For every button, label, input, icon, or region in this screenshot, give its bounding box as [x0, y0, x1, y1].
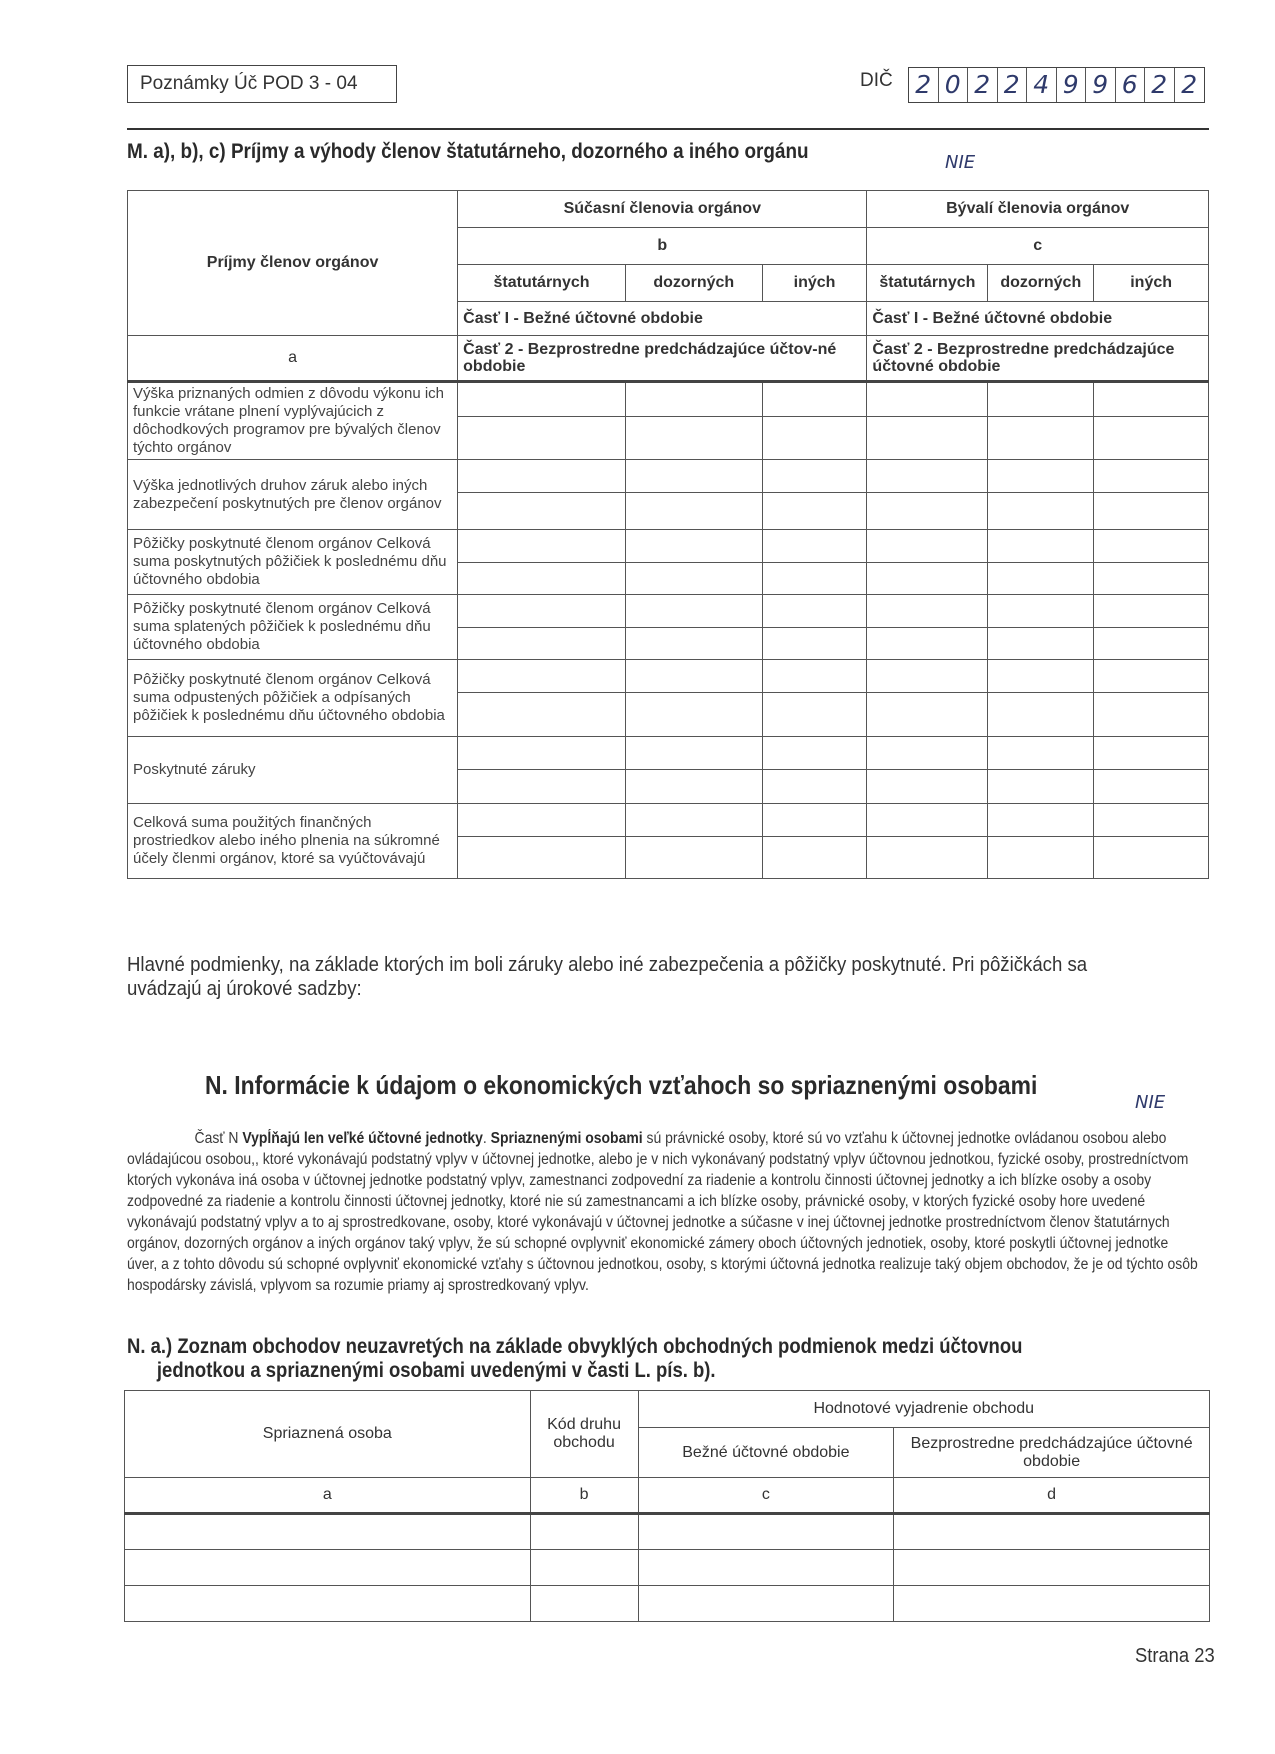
data-cell-part2[interactable] — [458, 628, 626, 660]
data-cell-part1[interactable] — [625, 804, 762, 837]
data-cell-part2[interactable] — [988, 563, 1094, 595]
dic-digit-box[interactable]: 4 — [1027, 68, 1057, 102]
data-cell-part1[interactable] — [762, 460, 867, 493]
data-cell-part2[interactable] — [867, 770, 988, 804]
data-cell-part2[interactable] — [762, 417, 867, 460]
table-row — [128, 737, 1209, 770]
data-cell-part2[interactable] — [867, 628, 988, 660]
data-cell-part1[interactable] — [1094, 460, 1209, 493]
data-cell[interactable] — [894, 1514, 1210, 1550]
data-cell-part1[interactable] — [1094, 804, 1209, 837]
group-former-code: c — [867, 228, 1209, 265]
section-na-title — [127, 1335, 1209, 1383]
dic-digit-box[interactable]: 6 — [1116, 68, 1146, 102]
data-cell-part1[interactable] — [625, 595, 762, 628]
data-cell-part2[interactable] — [867, 417, 988, 460]
part1-label-former: Časť I - Bežné účtovné obdobie — [867, 302, 1209, 336]
code-d: d — [894, 1478, 1210, 1514]
data-cell-part2[interactable] — [1094, 770, 1209, 804]
row-label: Poskytnuté záruky — [128, 737, 458, 804]
data-cell-part2[interactable] — [988, 628, 1094, 660]
group-value-header: Hodnotové vyjadrenie obchodu — [638, 1391, 1209, 1428]
data-cell-part1[interactable] — [762, 660, 867, 693]
col-current-header: Bežné účtovné obdobie — [638, 1428, 894, 1478]
data-cell-part2[interactable] — [625, 693, 762, 737]
data-cell-part2[interactable] — [625, 493, 762, 530]
col-header: štatutárnych — [458, 265, 626, 302]
data-cell-part2[interactable] — [625, 770, 762, 804]
data-cell-part2[interactable] — [1094, 837, 1209, 879]
section-m-title: M. a), b), c) Príjmy a výhody členov štatutárneho, dozorného a iného orgánu — [127, 140, 809, 163]
section-na-table — [124, 1390, 1210, 1622]
part2-label-former: Časť 2 - Bezprostredne predchádzajúce účtovné obdobie — [867, 336, 1209, 382]
data-cell-part2[interactable] — [625, 628, 762, 660]
data-cell-part1[interactable] — [458, 382, 626, 417]
table-row — [125, 1586, 1210, 1622]
row-header-cell — [128, 191, 458, 336]
col-code-header: Kód druhu obchodu — [530, 1391, 638, 1478]
data-cell-part1[interactable] — [625, 660, 762, 693]
data-cell-part1[interactable] — [458, 530, 626, 563]
col-header: štatutárnych — [867, 265, 988, 302]
col-person-header: Spriaznená osoba — [125, 1391, 531, 1478]
data-cell[interactable] — [125, 1514, 531, 1550]
data-cell-part2[interactable] — [762, 493, 867, 530]
data-cell[interactable] — [638, 1550, 894, 1586]
code-c: c — [638, 1478, 894, 1514]
data-cell-part1[interactable] — [458, 595, 626, 628]
section-m-table — [127, 190, 1209, 879]
data-cell-part1[interactable] — [988, 737, 1094, 770]
data-cell-part2[interactable] — [458, 417, 626, 460]
intro-rest: sú právnické osoby, ktoré sú vo vzťahu k účtovnej jednotke ovládanou osobou alebo ovládajúcou osobou,, ktoré vykonávajú podstatný vplyv v účtovnej jednotke, alebo je v nich vykonávaný podstatný vplyv účtovnou jednotkou, fyzické osoby, prostredníctvom ktorých vykonáva iná osoba v účtovnej jednotke podstatný vplyv, zamestnanci zodpovední za riadenie a kontrolu činnosti účtovnej jednotky a ich blízke osoby a osoby zodpovedné za riadenie a kontrolu činnosti účtovnej jednotky, ktoré nie sú zamestnancami a ich blízke osoby, právnické osoby, v ktorých fyzické osoby hore uvedené vykonávajú podstatný vplyv a to aj sprostredkovane, osoby, ktoré vykonávajú v účtovnej jednotke a súčasne v inej účtovnej jednotke prostredníctvom členov štatutárnych orgánov, dozorných orgánov a iných orgánov taký vplyv, že sú schopné ovplyvniť ekonomické zámery oboch účtovných jednotiek, osoby, ktoré poskytli účtovnej jednotke úver, a z tohto dôvodu sú schopné ovplyvniť ekonomické vzťahy s účtovnou jednotkou, osoby, s ktorými účtovná jednotka realizuje taký objem obchodov, že je od týchto osôb hospodársky závislá, vplyvom sa rozumie priamy aj sprostredkovaný vplyv. — [127, 1130, 1198, 1294]
row-header-label: Príjmy členov orgánov — [206, 254, 379, 271]
data-cell-part1[interactable] — [1094, 737, 1209, 770]
section-na-title-line1: N. a.) Zoznam obchodov neuzavretých na základe obvyklých obchodných podmienok medzi účtovnou — [127, 1335, 1023, 1358]
data-cell-part2[interactable] — [867, 493, 988, 530]
data-cell-part1[interactable] — [988, 804, 1094, 837]
table-row — [128, 460, 1209, 493]
dic-digit-box[interactable]: 9 — [1086, 68, 1116, 102]
dic-digit-box[interactable]: 2 — [1145, 68, 1175, 102]
section-n-title: N. Informácie k údajom o ekonomických vzťahoch so spriaznenými osobami — [205, 1070, 1038, 1100]
dic-digit-box[interactable]: 0 — [939, 68, 969, 102]
intro-sep: . — [482, 1130, 491, 1147]
section-na-title-line2: jednotkou a spriaznenými osobami uvedenými v časti L. pís. b). — [156, 1359, 716, 1382]
form-id-box: Poznámky Úč POD 3 - 04 — [127, 65, 397, 103]
data-cell-part1[interactable] — [625, 737, 762, 770]
data-cell-part2[interactable] — [867, 837, 988, 879]
col-header: iných — [762, 265, 867, 302]
row-label: Výška priznaných odmien z dôvodu výkonu ich funkcie vrátane plnení vyplývajúcich z dôchodkových programov pre bývalých členov týchto orgánov — [128, 382, 458, 460]
data-cell-part2[interactable] — [988, 417, 1094, 460]
col-header: dozorných — [988, 265, 1094, 302]
group-current-code: b — [458, 228, 867, 265]
data-cell-part2[interactable] — [625, 563, 762, 595]
data-cell-part1[interactable] — [762, 737, 867, 770]
row-label: Výška jednotlivých druhov záruk alebo iných zabezpečení poskytnutých pre členov orgánov — [128, 460, 458, 530]
page-number: Strana 23 — [1135, 1645, 1215, 1667]
data-cell-part2[interactable] — [458, 563, 626, 595]
data-cell[interactable] — [894, 1550, 1210, 1586]
dic-digit-box[interactable]: 2 — [998, 68, 1028, 102]
data-cell-part1[interactable] — [458, 660, 626, 693]
data-cell-part2[interactable] — [458, 693, 626, 737]
dic-field[interactable] — [908, 67, 1205, 103]
data-cell-part1[interactable] — [867, 530, 988, 563]
data-cell-part2[interactable] — [988, 693, 1094, 737]
data-cell-part2[interactable] — [1094, 628, 1209, 660]
data-cell-part1[interactable] — [625, 460, 762, 493]
row-label: Pôžičky poskytnuté členom orgánov Celková suma splatených pôžičiek k poslednému dňu účtovného obdobia — [128, 595, 458, 660]
data-cell-part2[interactable] — [867, 563, 988, 595]
data-cell-part2[interactable] — [762, 563, 867, 595]
data-cell-part1[interactable] — [867, 382, 988, 417]
section-n-intro — [127, 1128, 1198, 1296]
data-cell-part2[interactable] — [1094, 417, 1209, 460]
data-cell-part2[interactable] — [625, 837, 762, 879]
data-cell-part1[interactable] — [867, 660, 988, 693]
data-cell-part2[interactable] — [988, 770, 1094, 804]
data-cell-part2[interactable] — [1094, 693, 1209, 737]
data-cell-part1[interactable] — [988, 530, 1094, 563]
data-cell[interactable] — [530, 1514, 638, 1550]
data-cell-part1[interactable] — [867, 460, 988, 493]
data-cell-part2[interactable] — [988, 837, 1094, 879]
data-cell-part1[interactable] — [458, 804, 626, 837]
table-row — [125, 1550, 1210, 1586]
data-cell-part1[interactable] — [625, 382, 762, 417]
part2-label-current: Časť 2 - Bezprostredne predchádzajúce účtov-né obdobie — [458, 336, 867, 382]
data-cell-part1[interactable] — [988, 660, 1094, 693]
data-cell-part2[interactable] — [458, 837, 626, 879]
table-row — [128, 804, 1209, 837]
data-cell[interactable] — [638, 1514, 894, 1550]
data-cell[interactable] — [530, 1586, 638, 1622]
intro-bold-1: Vypĺňajú len veľké účtovné jednotky — [242, 1130, 483, 1147]
data-cell-part1[interactable] — [625, 530, 762, 563]
intro-bold-2: Spriaznenými osobami — [490, 1130, 643, 1147]
group-former-header: Bývalí členovia orgánov — [867, 191, 1209, 228]
data-cell-part1[interactable] — [1094, 530, 1209, 563]
data-cell-part1[interactable] — [1094, 382, 1209, 417]
table-row — [128, 660, 1209, 693]
data-cell[interactable] — [530, 1550, 638, 1586]
group-current-header: Súčasní členovia orgánov — [458, 191, 867, 228]
data-cell-part1[interactable] — [458, 460, 626, 493]
data-cell-part1[interactable] — [762, 382, 867, 417]
table-row — [128, 382, 1209, 417]
row-label: Celková suma použitých finančných prostriedkov alebo iného plnenia na súkromné účely členmi orgánov, ktoré sa vyúčtovávajú — [128, 804, 458, 879]
data-cell-part1[interactable] — [1094, 660, 1209, 693]
code-b: b — [530, 1478, 638, 1514]
dic-label: DIČ — [860, 70, 893, 91]
handwritten-nie-m: NIE — [945, 152, 976, 173]
data-cell-part1[interactable] — [762, 804, 867, 837]
data-cell-part2[interactable] — [458, 493, 626, 530]
part1-label-current: Časť I - Bežné účtovné obdobie — [458, 302, 867, 336]
conditions-text: Hlavné podmienky, na základe ktorých im boli záruky alebo iné zabezpečenia a pôžičky poskytnuté. Pri pôžičkách sa uvádzajú aj úrokové sadzby: — [127, 954, 1088, 1000]
table-row — [125, 1514, 1210, 1550]
data-cell-part1[interactable] — [1094, 595, 1209, 628]
data-cell[interactable] — [638, 1586, 894, 1622]
data-cell-part1[interactable] — [867, 804, 988, 837]
data-cell-part2[interactable] — [1094, 493, 1209, 530]
handwritten-nie-n: NIE — [1135, 1092, 1166, 1113]
col-header: dozorných — [625, 265, 762, 302]
header-divider — [127, 128, 1209, 130]
data-cell[interactable] — [125, 1586, 531, 1622]
data-cell-part2[interactable] — [458, 770, 626, 804]
row-label: Pôžičky poskytnuté členom orgánov Celková suma odpustených pôžičiek a odpísaných pôžičiek k poslednému dňu účtovného obdobia — [128, 660, 458, 737]
data-cell-part2[interactable] — [762, 628, 867, 660]
data-cell-part2[interactable] — [762, 770, 867, 804]
data-cell-part1[interactable] — [762, 530, 867, 563]
data-cell-part1[interactable] — [458, 737, 626, 770]
code-a: a — [125, 1478, 531, 1514]
intro-prefix: Časť N — [194, 1130, 243, 1147]
data-cell-part2[interactable] — [867, 693, 988, 737]
col-previous-header: Bezprostredne predchádzajúce účtovné obdobie — [894, 1428, 1210, 1478]
dic-digit-box[interactable]: 2 — [968, 68, 998, 102]
table-row — [128, 530, 1209, 563]
data-cell-part2[interactable] — [625, 417, 762, 460]
row-label: Pôžičky poskytnuté členom orgánov Celková suma poskytnutých pôžičiek k poslednému dňu účtovného obdobia — [128, 530, 458, 595]
data-cell-part1[interactable] — [988, 595, 1094, 628]
data-cell-part2[interactable] — [762, 837, 867, 879]
data-cell-part2[interactable] — [762, 693, 867, 737]
data-cell[interactable] — [894, 1586, 1210, 1622]
data-cell-part1[interactable] — [988, 460, 1094, 493]
data-cell-part1[interactable] — [867, 737, 988, 770]
row-header-code: a — [128, 336, 458, 382]
data-cell-part1[interactable] — [988, 382, 1094, 417]
dic-digit-box[interactable]: 9 — [1057, 68, 1087, 102]
data-cell-part2[interactable] — [988, 493, 1094, 530]
data-cell-part1[interactable] — [762, 595, 867, 628]
data-cell-part2[interactable] — [1094, 563, 1209, 595]
col-header: iných — [1094, 265, 1209, 302]
dic-digit-box[interactable]: 2 — [1181, 70, 1198, 99]
dic-digit-box[interactable]: 2 — [909, 68, 939, 102]
data-cell-part1[interactable] — [867, 595, 988, 628]
table-row — [128, 595, 1209, 628]
data-cell[interactable] — [125, 1550, 531, 1586]
